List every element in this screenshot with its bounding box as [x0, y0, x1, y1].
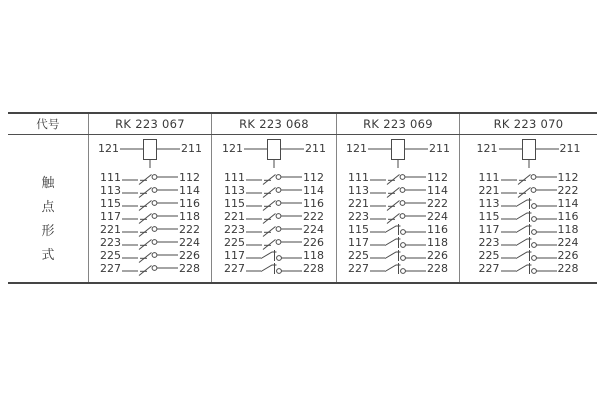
- terminal-number: 227: [348, 262, 369, 275]
- contact-row: [98, 249, 202, 262]
- terminal-number: 224: [179, 236, 200, 249]
- nc-contact-symbol: [501, 236, 557, 250]
- contact-row: [477, 197, 581, 210]
- model-header: RK 223 067: [89, 114, 212, 134]
- contact-row: [222, 171, 326, 184]
- terminal-number: 226: [427, 249, 448, 262]
- terminal-number: 228: [557, 262, 579, 275]
- terminal-number: 115: [224, 197, 245, 210]
- terminal-number: 113: [478, 197, 500, 210]
- nc-contact-symbol: [501, 223, 557, 237]
- terminal-number: 112: [427, 171, 448, 184]
- terminal-number: 221: [100, 223, 121, 236]
- no-contact-symbol: [122, 249, 178, 263]
- coil-row: [475, 139, 583, 171]
- coil-symbol: [120, 139, 180, 171]
- coil-symbol: [368, 139, 428, 171]
- terminal-number: 118: [427, 236, 448, 249]
- terminal-number: 225: [100, 249, 121, 262]
- model-header: RK 223 070: [493, 117, 564, 131]
- no-contact-symbol: [501, 171, 557, 185]
- terminal-number: 113: [100, 184, 121, 197]
- no-contact-symbol: [122, 197, 178, 211]
- contact-row: [346, 210, 450, 223]
- terminal-number: 211: [559, 142, 581, 155]
- contact-row: [477, 249, 581, 262]
- no-contact-symbol: [246, 223, 302, 237]
- terminal-number: 117: [100, 210, 121, 223]
- terminal-number: 211: [305, 142, 326, 155]
- terminal-number: 113: [224, 184, 245, 197]
- no-contact-symbol: [122, 171, 178, 185]
- table-head-row: [8, 114, 597, 135]
- contact-row: [346, 171, 450, 184]
- terminal-number: 228: [303, 262, 324, 275]
- contact-row: [222, 210, 326, 223]
- contact-row: [346, 249, 450, 262]
- terminal-number: 226: [179, 249, 200, 262]
- no-contact-symbol: [122, 236, 178, 250]
- terminal-number: 116: [427, 223, 448, 236]
- terminal-number: 116: [557, 210, 579, 223]
- contact-row: [346, 223, 450, 236]
- terminal-number: 224: [557, 236, 579, 249]
- terminal-number: 114: [557, 197, 579, 210]
- terminal-number: 121: [476, 142, 498, 155]
- contact-row: [477, 236, 581, 249]
- no-contact-symbol: [122, 184, 178, 198]
- terminal-number: 226: [303, 236, 324, 249]
- no-contact-symbol: [246, 210, 302, 224]
- terminal-number: 121: [346, 142, 367, 155]
- contact-row: [477, 223, 581, 236]
- terminal-number: 111: [224, 171, 245, 184]
- contact-row: [98, 184, 202, 197]
- terminal-number: 211: [429, 142, 450, 155]
- contact-row: [222, 223, 326, 236]
- coil-symbol: [244, 139, 304, 171]
- nc-contact-symbol: [246, 249, 302, 263]
- nc-contact-symbol: [501, 262, 557, 276]
- nc-contact-symbol: [501, 197, 557, 211]
- diagram-cell: [460, 135, 597, 282]
- no-contact-symbol: [370, 197, 426, 211]
- nc-contact-symbol: [370, 236, 426, 250]
- terminal-number: 115: [348, 223, 369, 236]
- terminal-number: 112: [303, 171, 324, 184]
- terminal-number: 221: [348, 197, 369, 210]
- terminal-number: 115: [100, 197, 121, 210]
- model-header: RK 223 069: [337, 114, 460, 134]
- terminal-number: 227: [478, 262, 500, 275]
- no-contact-symbol: [370, 210, 426, 224]
- contact-row: [477, 171, 581, 184]
- no-contact-symbol: [370, 184, 426, 198]
- table-body-row: [8, 135, 597, 282]
- contact-row: [222, 262, 326, 275]
- contact-row: [477, 210, 581, 223]
- form-label-char: 点: [41, 200, 55, 215]
- terminal-number: 226: [557, 249, 579, 262]
- contact-form-table: [8, 112, 597, 284]
- contact-row: [98, 210, 202, 223]
- no-contact-symbol: [246, 236, 302, 250]
- terminal-number: 118: [557, 223, 579, 236]
- no-contact-symbol: [501, 184, 557, 198]
- terminal-number: 211: [181, 142, 202, 155]
- terminal-number: 221: [224, 210, 245, 223]
- contact-row: [98, 197, 202, 210]
- contact-row: [98, 171, 202, 184]
- terminal-number: 116: [179, 197, 200, 210]
- terminal-number: 222: [427, 197, 448, 210]
- terminal-number: 121: [222, 142, 243, 155]
- nc-contact-symbol: [370, 249, 426, 263]
- terminal-number: 114: [427, 184, 448, 197]
- terminal-number: 112: [557, 171, 579, 184]
- terminal-number: 116: [303, 197, 324, 210]
- contact-row: [477, 262, 581, 275]
- form-label-char: 形: [41, 224, 55, 239]
- terminal-number: 118: [303, 249, 324, 262]
- terminal-number: 113: [348, 184, 369, 197]
- terminal-number: 115: [478, 210, 500, 223]
- nc-contact-symbol: [370, 223, 426, 237]
- terminal-number: 121: [98, 142, 119, 155]
- contact-row: [98, 262, 202, 275]
- terminal-number: 224: [303, 223, 324, 236]
- terminal-number: 117: [348, 236, 369, 249]
- contact-row: [222, 249, 326, 262]
- no-contact-symbol: [246, 184, 302, 198]
- terminal-number: 118: [179, 210, 200, 223]
- no-contact-symbol: [370, 171, 426, 185]
- no-contact-symbol: [246, 197, 302, 211]
- terminal-number: 227: [224, 262, 245, 275]
- terminal-number: 222: [179, 223, 200, 236]
- contact-row: [222, 236, 326, 249]
- contact-row: [477, 184, 581, 197]
- contact-row: [222, 197, 326, 210]
- diagram-cell: [212, 135, 337, 282]
- terminal-number: 228: [179, 262, 200, 275]
- form-label-char: 触: [41, 176, 55, 191]
- nc-contact-symbol: [501, 249, 557, 263]
- coil-row: [220, 139, 328, 171]
- contact-row: [222, 184, 326, 197]
- terminal-number: 222: [557, 184, 579, 197]
- terminal-number: 114: [179, 184, 200, 197]
- terminal-number: 228: [427, 262, 448, 275]
- no-contact-symbol: [122, 262, 178, 276]
- contact-row: [346, 184, 450, 197]
- terminal-number: 114: [303, 184, 324, 197]
- terminal-number: 223: [224, 223, 245, 236]
- diagram-cell: [89, 135, 212, 282]
- no-contact-symbol: [122, 223, 178, 237]
- terminal-number: 225: [224, 236, 245, 249]
- terminal-number: 111: [478, 171, 500, 184]
- contact-row: [98, 236, 202, 249]
- coil-row: [96, 139, 204, 171]
- nc-contact-symbol: [501, 210, 557, 224]
- nc-contact-symbol: [370, 262, 426, 276]
- terminal-number: 227: [100, 262, 121, 275]
- terminal-number: 223: [100, 236, 121, 249]
- terminal-number: 225: [478, 249, 500, 262]
- model-header: RK 223 068: [212, 114, 337, 134]
- form-label-char: 式: [41, 248, 55, 263]
- no-contact-symbol: [246, 171, 302, 185]
- terminal-number: 117: [478, 223, 500, 236]
- coil-symbol: [499, 139, 559, 171]
- nc-contact-symbol: [246, 262, 302, 276]
- contact-row: [98, 223, 202, 236]
- coil-row: [344, 139, 452, 171]
- terminal-number: 221: [478, 184, 500, 197]
- terminal-number: 223: [348, 210, 369, 223]
- terminal-number: 112: [179, 171, 200, 184]
- terminal-number: 222: [303, 210, 324, 223]
- diagram-cell: [337, 135, 460, 282]
- terminal-number: 111: [348, 171, 369, 184]
- terminal-number: 225: [348, 249, 369, 262]
- terminal-number: 111: [100, 171, 121, 184]
- code-header-cell: 代号: [8, 114, 89, 134]
- contact-row: [346, 236, 450, 249]
- terminal-number: 117: [224, 249, 245, 262]
- terminal-number: 223: [478, 236, 500, 249]
- contact-form-label-cell: [8, 135, 89, 282]
- terminal-number: 224: [427, 210, 448, 223]
- contact-row: [346, 262, 450, 275]
- no-contact-symbol: [122, 210, 178, 224]
- contact-row: [346, 197, 450, 210]
